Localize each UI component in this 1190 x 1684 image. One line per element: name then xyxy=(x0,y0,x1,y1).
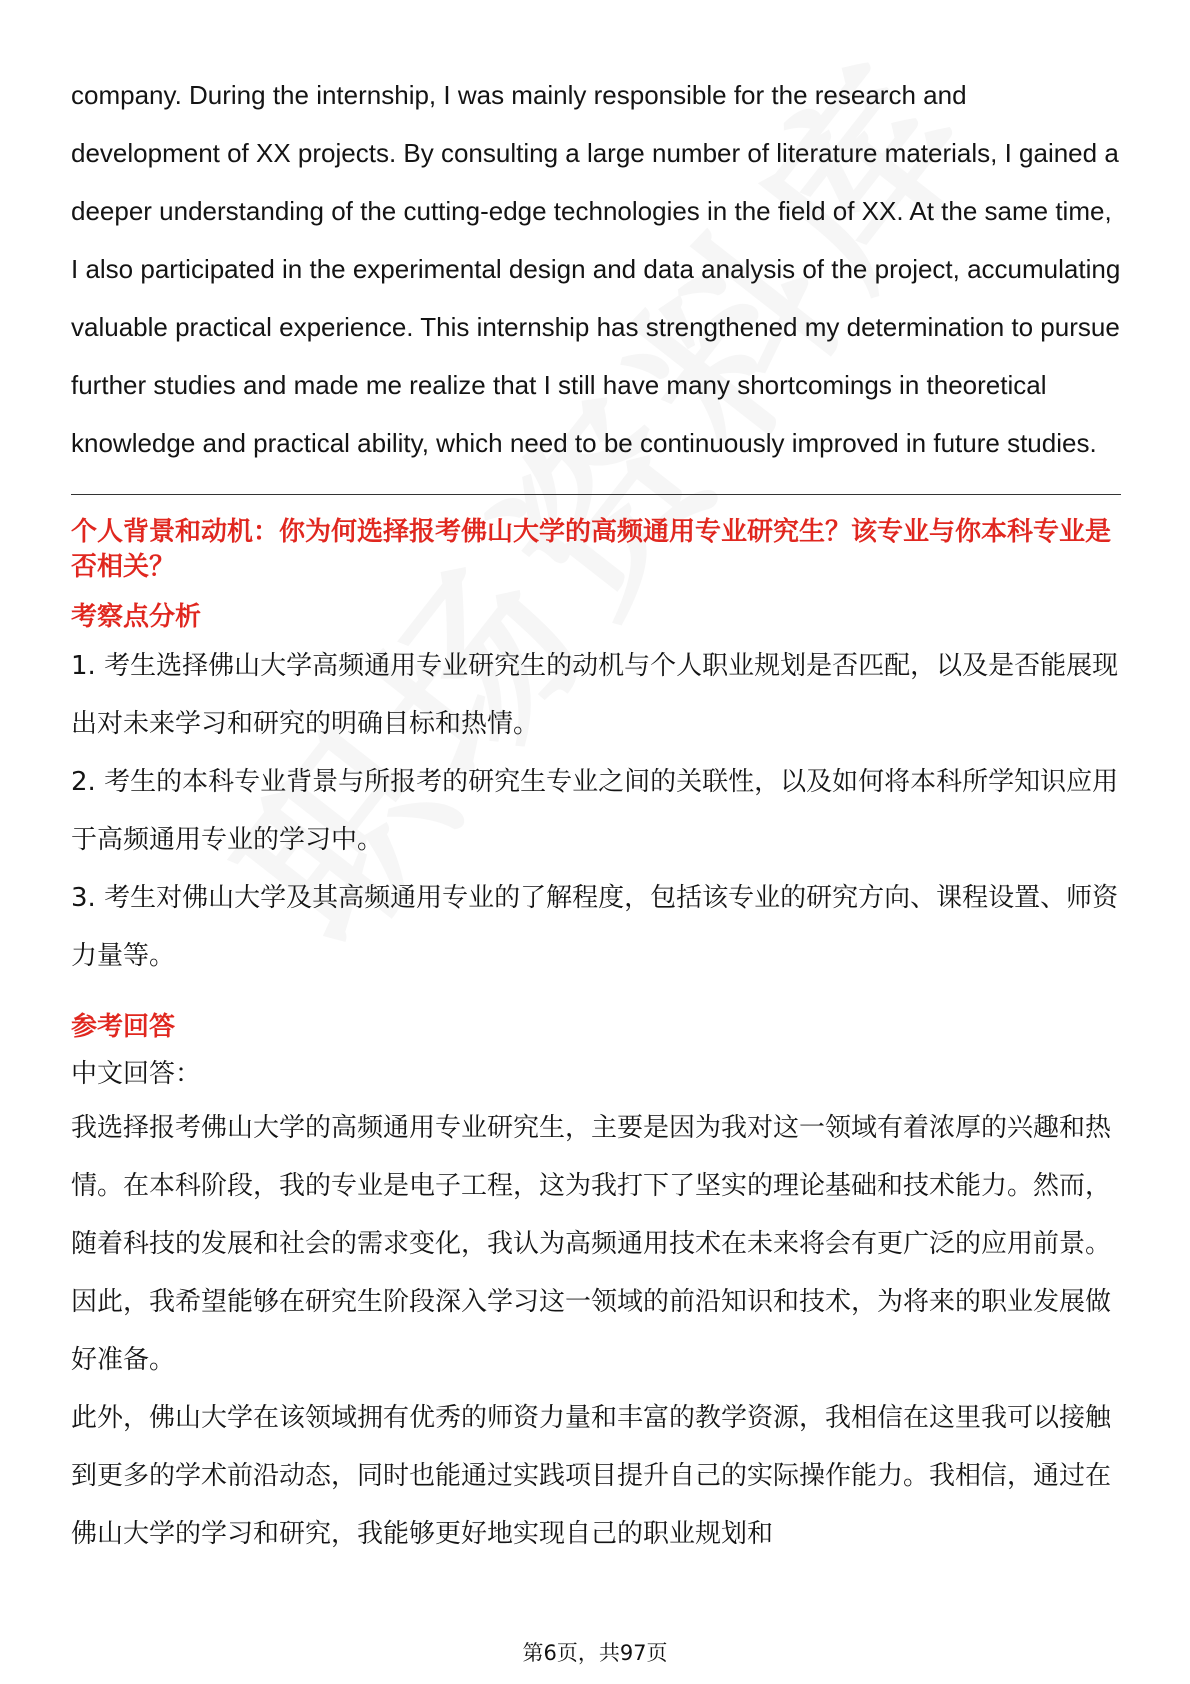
answer-paragraph: 我选择报考佛山大学的高频通用专业研究生，主要是因为我对这一领域有着浓厚的兴趣和热情。在本科阶段，我的专业是电子工程，这为我打下了坚实的理论基础和技术能力。然而，随着科技的发展和社会的需求变化，我认为高频通用技术在未来将会有更广泛的应用前景。因此，我希望能够在研究生阶段深入学习这一领域的前沿知识和技术，为将来的职业发展做好准备。 xyxy=(71,1113,1112,1375)
question-heading: 个人背景和动机：你为何选择报考佛山大学的高频通用专业研究生？该专业与你本科专业是否相关？ xyxy=(71,517,1112,582)
analysis-item: 1. 考生选择佛山大学高频通用专业研究生的动机与个人职业规划是否匹配，以及是否能展现出对未来学习和研究的明确目标和热情。 xyxy=(71,651,1119,739)
answer-label: 中文回答： xyxy=(71,1059,202,1089)
page-number: 第6页，共97页 xyxy=(522,1641,668,1665)
section-divider xyxy=(71,494,1121,495)
intro-paragraph: company. During the internship, I was mainly responsible for the research and development of XX projects. By consulting a large number of literature materials, I gained a deeper understanding of the cutting-edge technologies in the field of XX. At the same time, I also participated in the experimental design and data analysis of the project, accumulating valuable practical experience. This internship has strengthened my determination to pursue further studies and made me realize that I still have many shortcomings in theoretical knowledge and practical ability, which need to be continuously improved in future studies. xyxy=(71,80,1121,458)
answer-paragraph: 此外，佛山大学在该领域拥有优秀的师资力量和丰富的教学资源，我相信在这里我可以接触到更多的学术前沿动态，同时也能通过实践项目提升自己的实际操作能力。我相信，通过在佛山大学的学习和研究，我能够更好地实现自己的职业规划和 xyxy=(71,1403,1112,1549)
analysis-item: 3. 考生对佛山大学及其高频通用专业的了解程度，包括该专业的研究方向、课程设置、师资力量等。 xyxy=(71,883,1119,971)
analysis-item: 2. 考生的本科专业背景与所报考的研究生专业之间的关联性，以及如何将本科所学知识应用于高频通用专业的学习中。 xyxy=(71,767,1119,855)
page-content xyxy=(71,66,1121,1563)
analysis-list xyxy=(71,637,1121,985)
analysis-title: 考察点分析 xyxy=(71,602,202,632)
reference-title: 参考回答 xyxy=(71,1012,176,1042)
